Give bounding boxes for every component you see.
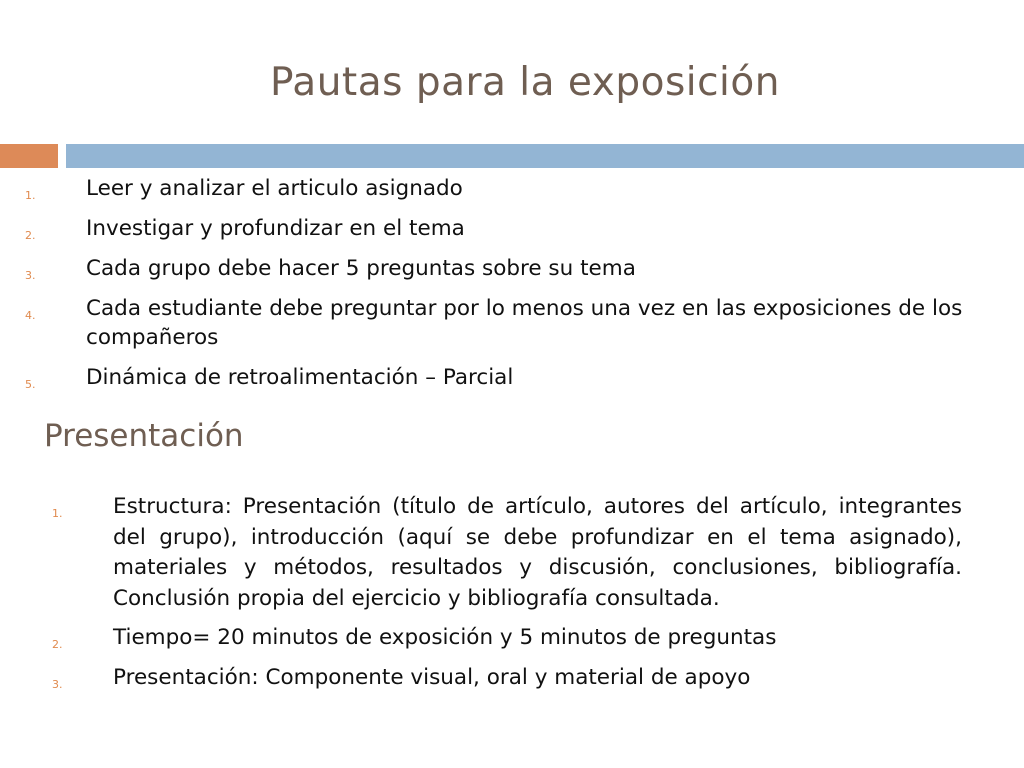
item-text: Tiempo= 20 minutos de exposición y 5 minutos de preguntas	[113, 625, 777, 650]
item-text: Estructura: Presentación (título de artículo, autores del artículo, integrantes del grupo), introducción (aquí se debe profundizar en el tema asignado), materiales y métodos, resultados y discusión, conclusiones, bibliografía. Conclusión propia del ejercicio y bibliografía consultada.	[113, 494, 962, 611]
accent-bar-orange	[0, 144, 58, 168]
list-item	[0, 174, 1024, 203]
list-item	[0, 363, 1024, 392]
item-number: 1.	[52, 507, 63, 520]
item-number: 4.	[25, 309, 36, 322]
list-item	[0, 254, 1024, 283]
list-item	[0, 492, 962, 614]
item-text: Leer y analizar el articulo asignado	[86, 176, 463, 201]
slide-title: Pautas para la exposición	[270, 60, 780, 105]
item-text: Cada estudiante debe preguntar por lo menos una vez en las exposiciones de los compañeros	[86, 296, 963, 350]
presentation-heading: Presentación	[44, 418, 244, 454]
item-number: 3.	[25, 269, 36, 282]
item-number: 2.	[52, 638, 63, 651]
accent-bar-blue	[66, 144, 1024, 168]
item-text: Presentación: Componente visual, oral y material de apoyo	[113, 664, 751, 690]
list-item	[0, 623, 962, 654]
list-item	[0, 294, 1024, 352]
list-item	[0, 214, 1024, 243]
item-number: 3.	[52, 677, 63, 691]
item-text: Investigar y profundizar en el tema	[86, 216, 465, 241]
item-number: 5.	[25, 378, 36, 391]
item-number: 1.	[25, 189, 36, 202]
guidelines-list	[0, 174, 1024, 403]
item-text: Dinámica de retroalimentación – Parcial	[86, 365, 514, 390]
list-item	[0, 663, 962, 694]
item-text: Cada grupo debe hacer 5 preguntas sobre su tema	[86, 256, 636, 281]
presentation-list	[0, 492, 962, 702]
item-number: 2.	[25, 229, 36, 242]
